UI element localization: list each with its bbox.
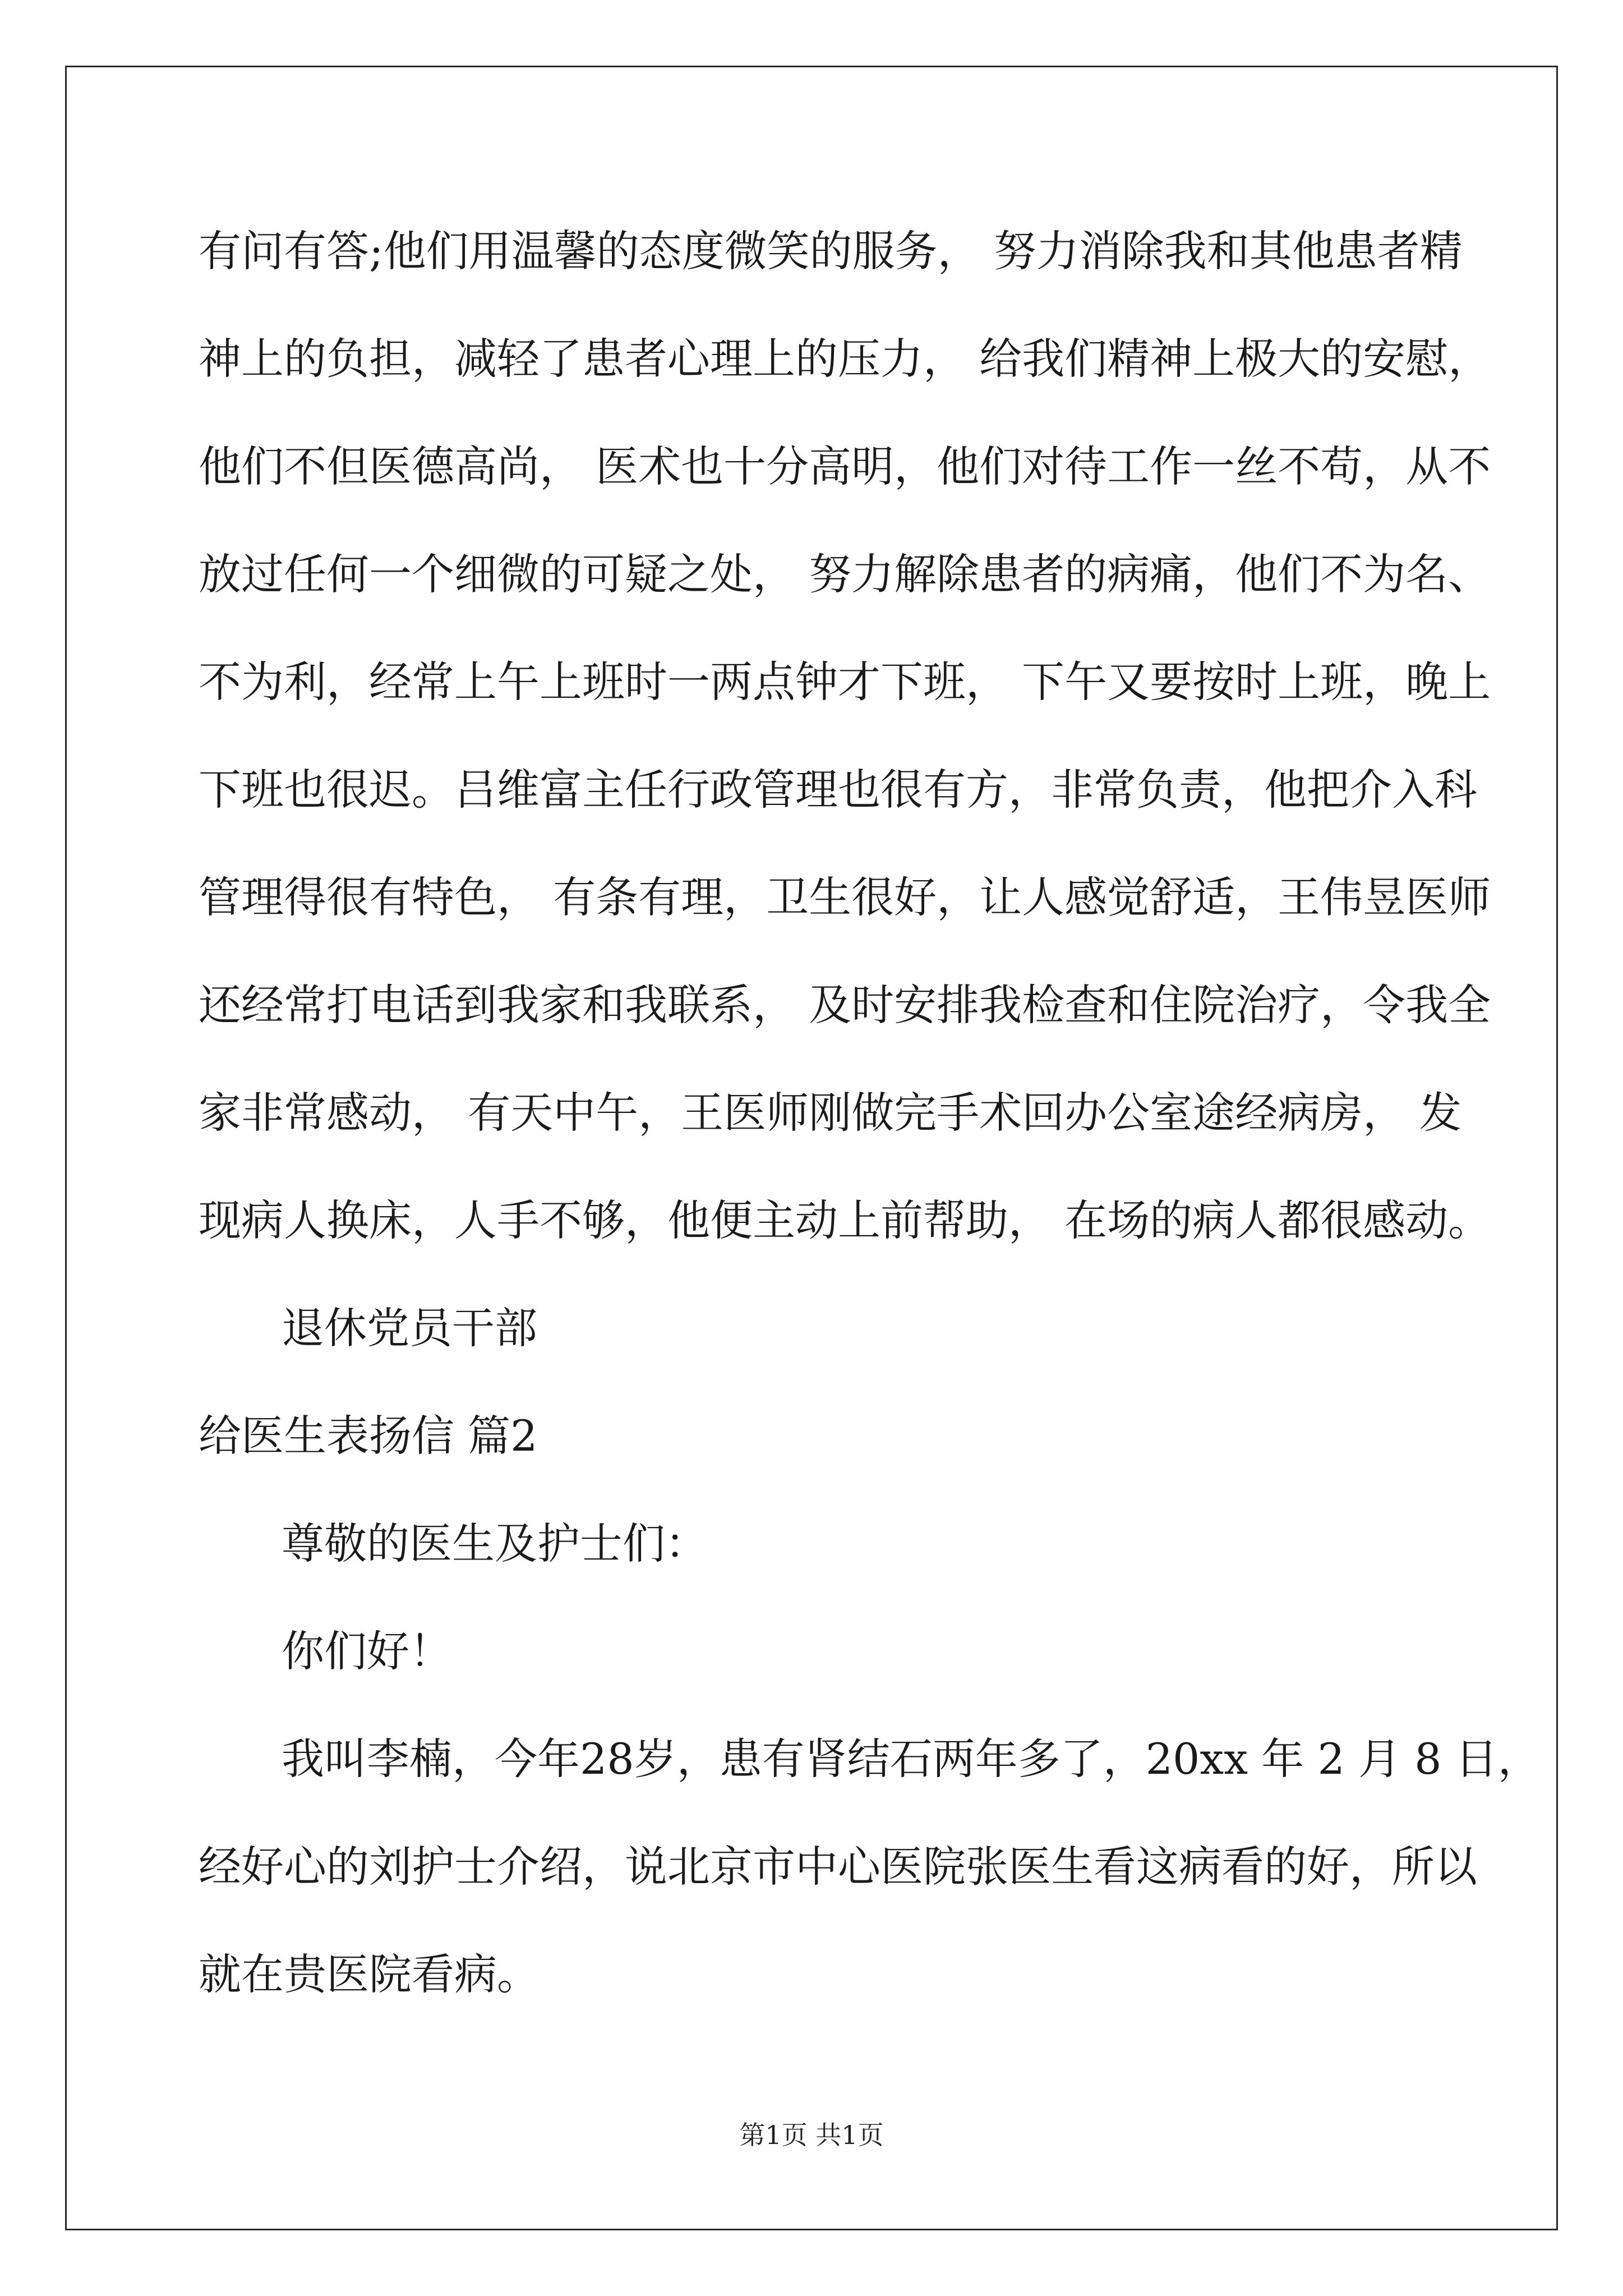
- paragraph-line: 神上的负担，减轻了患者心理上的压力， 给我们精神上极大的安慰，: [199, 334, 1491, 384]
- signature: 退休党员干部: [282, 1303, 537, 1353]
- page-number: 第1页 共1页: [739, 2120, 884, 2150]
- paragraph-line: 我叫李楠，今年28岁，患有肾结石两年多了，20xx 年 2 月 8 日，: [282, 1734, 1541, 1784]
- paragraph-line: 管理得很有特色， 有条有理，卫生很好，让人感觉舒适，王伟昱医师: [199, 872, 1491, 922]
- paragraph-line: 下班也很迟。吕维富主任行政管理也很有方，非常负责，他把介入科: [199, 765, 1477, 815]
- salutation: 尊敬的医生及护士们：: [282, 1519, 708, 1568]
- paragraph-line: 现病人换床，人手不够，他便主动上前帮助， 在场的病人都很感动。: [199, 1195, 1491, 1245]
- section-title: 给医生表扬信 篇2: [199, 1411, 538, 1461]
- paragraph-line: 家非常感动， 有天中午，王医师刚做完手术回办公室途经病房， 发: [199, 1088, 1462, 1138]
- greeting: 你们好！: [282, 1626, 452, 1676]
- paragraph-line: 经好心的刘护士介绍，说北京市中心医院张医生看这病看的好，所以: [199, 1842, 1477, 1892]
- paragraph-line: 他们不但医德高尚， 医术也十分高明，他们对待工作一丝不苟，从不: [199, 441, 1491, 491]
- paragraph-line: 有问有答;他们用温馨的态度微笑的服务， 努力消除我和其他患者精: [199, 226, 1463, 276]
- paragraph-line: 不为利，经常上午上班时一两点钟才下班， 下午又要按时上班，晚上: [199, 657, 1491, 707]
- paragraph-line: 放过任何一个细微的可疑之处， 努力解除患者的病痛，他们不为名、: [199, 549, 1491, 599]
- paragraph-line: 还经常打电话到我家和我联系， 及时安排我检查和住院治疗，令我全: [199, 980, 1491, 1030]
- paragraph-line: 就在贵医院看病。: [199, 1949, 540, 1999]
